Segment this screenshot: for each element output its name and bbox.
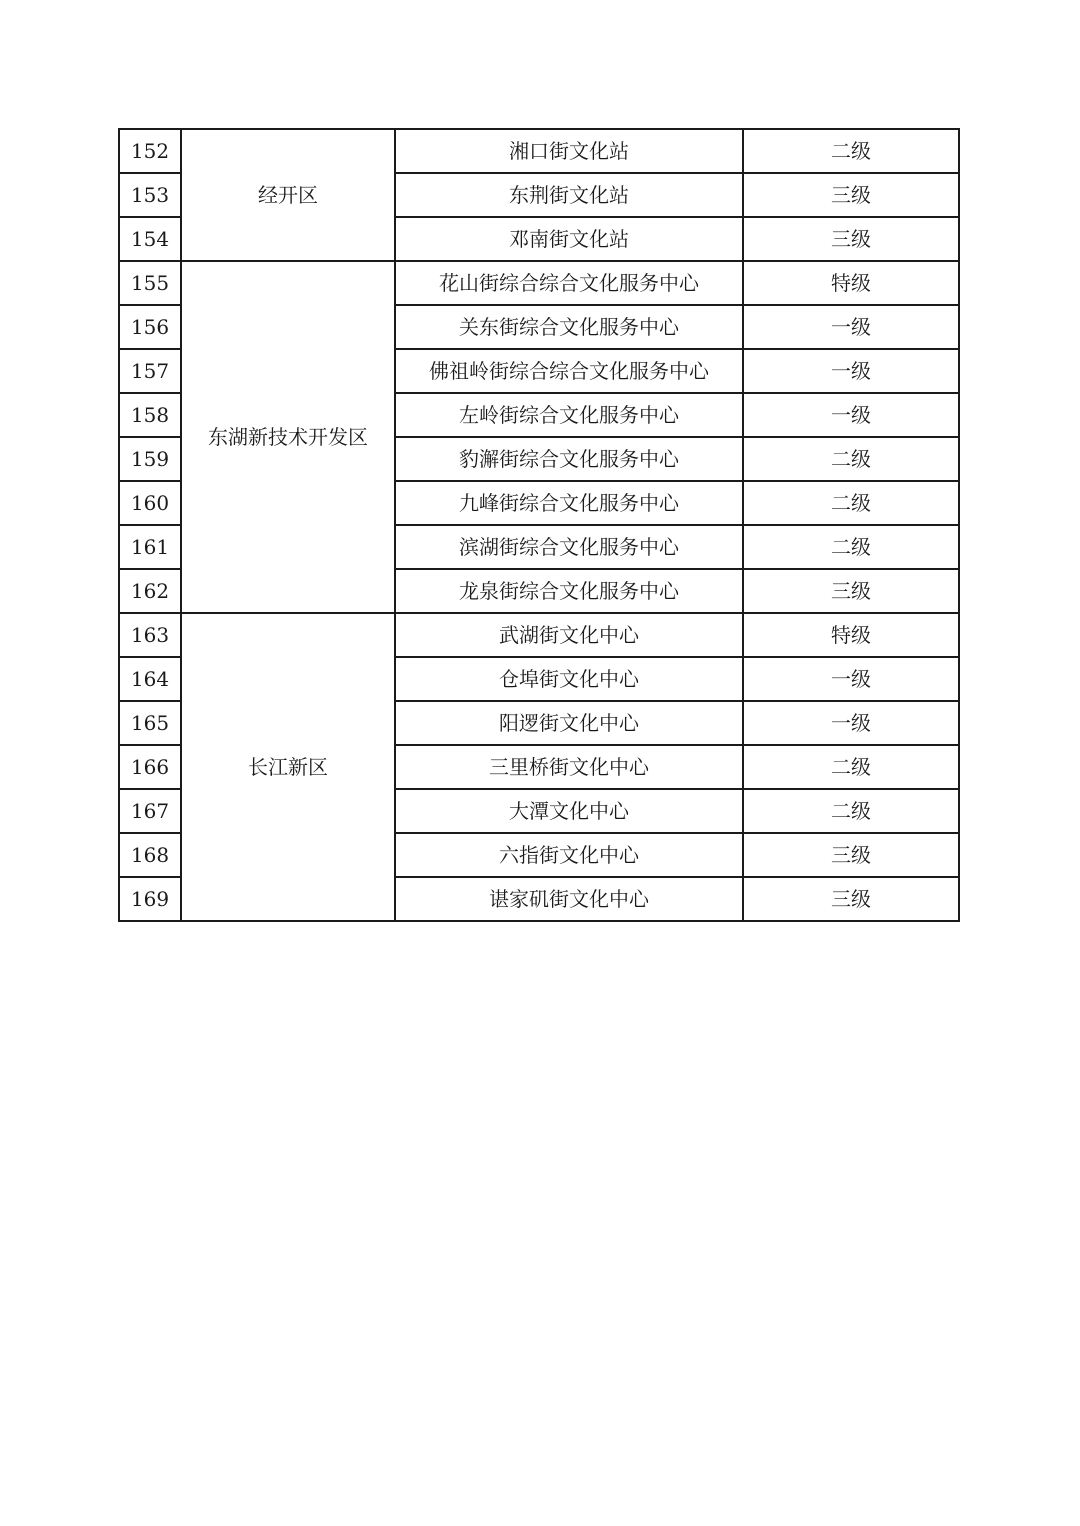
center-name-cell: 阳逻街文化中心 bbox=[395, 701, 743, 745]
level-cell: 三级 bbox=[743, 217, 959, 261]
level-cell: 二级 bbox=[743, 789, 959, 833]
row-number-cell: 162 bbox=[119, 569, 181, 613]
row-number-cell: 158 bbox=[119, 393, 181, 437]
level-cell: 一级 bbox=[743, 393, 959, 437]
center-name-cell: 豹澥街综合文化服务中心 bbox=[395, 437, 743, 481]
center-name-cell: 六指街文化中心 bbox=[395, 833, 743, 877]
district-cell: 长江新区 bbox=[181, 613, 395, 921]
row-number-cell: 169 bbox=[119, 877, 181, 921]
center-name-cell: 邓南街文化站 bbox=[395, 217, 743, 261]
level-cell: 一级 bbox=[743, 305, 959, 349]
row-number-cell: 154 bbox=[119, 217, 181, 261]
center-name-cell: 左岭街综合文化服务中心 bbox=[395, 393, 743, 437]
center-name-cell: 大潭文化中心 bbox=[395, 789, 743, 833]
table-row bbox=[119, 129, 959, 173]
center-name-cell: 关东街综合文化服务中心 bbox=[395, 305, 743, 349]
center-name-cell: 仓埠街文化中心 bbox=[395, 657, 743, 701]
level-cell: 一级 bbox=[743, 657, 959, 701]
table-row bbox=[119, 261, 959, 305]
center-name-cell: 湘口街文化站 bbox=[395, 129, 743, 173]
center-name-cell: 佛祖岭街综合综合文化服务中心 bbox=[395, 349, 743, 393]
district-cell: 东湖新技术开发区 bbox=[181, 261, 395, 613]
district-cell: 经开区 bbox=[181, 129, 395, 261]
document-table-wrapper bbox=[118, 128, 960, 922]
level-cell: 三级 bbox=[743, 877, 959, 921]
row-number-cell: 152 bbox=[119, 129, 181, 173]
row-number-cell: 160 bbox=[119, 481, 181, 525]
level-cell: 二级 bbox=[743, 525, 959, 569]
row-number-cell: 164 bbox=[119, 657, 181, 701]
center-name-cell: 花山街综合综合文化服务中心 bbox=[395, 261, 743, 305]
level-cell: 特级 bbox=[743, 261, 959, 305]
row-number-cell: 163 bbox=[119, 613, 181, 657]
level-cell: 一级 bbox=[743, 349, 959, 393]
level-cell: 二级 bbox=[743, 481, 959, 525]
center-name-cell: 三里桥街文化中心 bbox=[395, 745, 743, 789]
level-cell: 一级 bbox=[743, 701, 959, 745]
culture-center-table bbox=[118, 128, 960, 922]
center-name-cell: 谌家矶街文化中心 bbox=[395, 877, 743, 921]
row-number-cell: 155 bbox=[119, 261, 181, 305]
center-name-cell: 滨湖街综合文化服务中心 bbox=[395, 525, 743, 569]
table-row bbox=[119, 613, 959, 657]
table-body bbox=[119, 129, 959, 921]
level-cell: 二级 bbox=[743, 745, 959, 789]
row-number-cell: 168 bbox=[119, 833, 181, 877]
row-number-cell: 159 bbox=[119, 437, 181, 481]
row-number-cell: 166 bbox=[119, 745, 181, 789]
center-name-cell: 东荆街文化站 bbox=[395, 173, 743, 217]
level-cell: 二级 bbox=[743, 437, 959, 481]
row-number-cell: 165 bbox=[119, 701, 181, 745]
row-number-cell: 167 bbox=[119, 789, 181, 833]
level-cell: 三级 bbox=[743, 833, 959, 877]
level-cell: 三级 bbox=[743, 173, 959, 217]
level-cell: 二级 bbox=[743, 129, 959, 173]
level-cell: 特级 bbox=[743, 613, 959, 657]
row-number-cell: 153 bbox=[119, 173, 181, 217]
level-cell: 三级 bbox=[743, 569, 959, 613]
center-name-cell: 龙泉街综合文化服务中心 bbox=[395, 569, 743, 613]
row-number-cell: 156 bbox=[119, 305, 181, 349]
row-number-cell: 157 bbox=[119, 349, 181, 393]
center-name-cell: 九峰街综合文化服务中心 bbox=[395, 481, 743, 525]
row-number-cell: 161 bbox=[119, 525, 181, 569]
center-name-cell: 武湖街文化中心 bbox=[395, 613, 743, 657]
